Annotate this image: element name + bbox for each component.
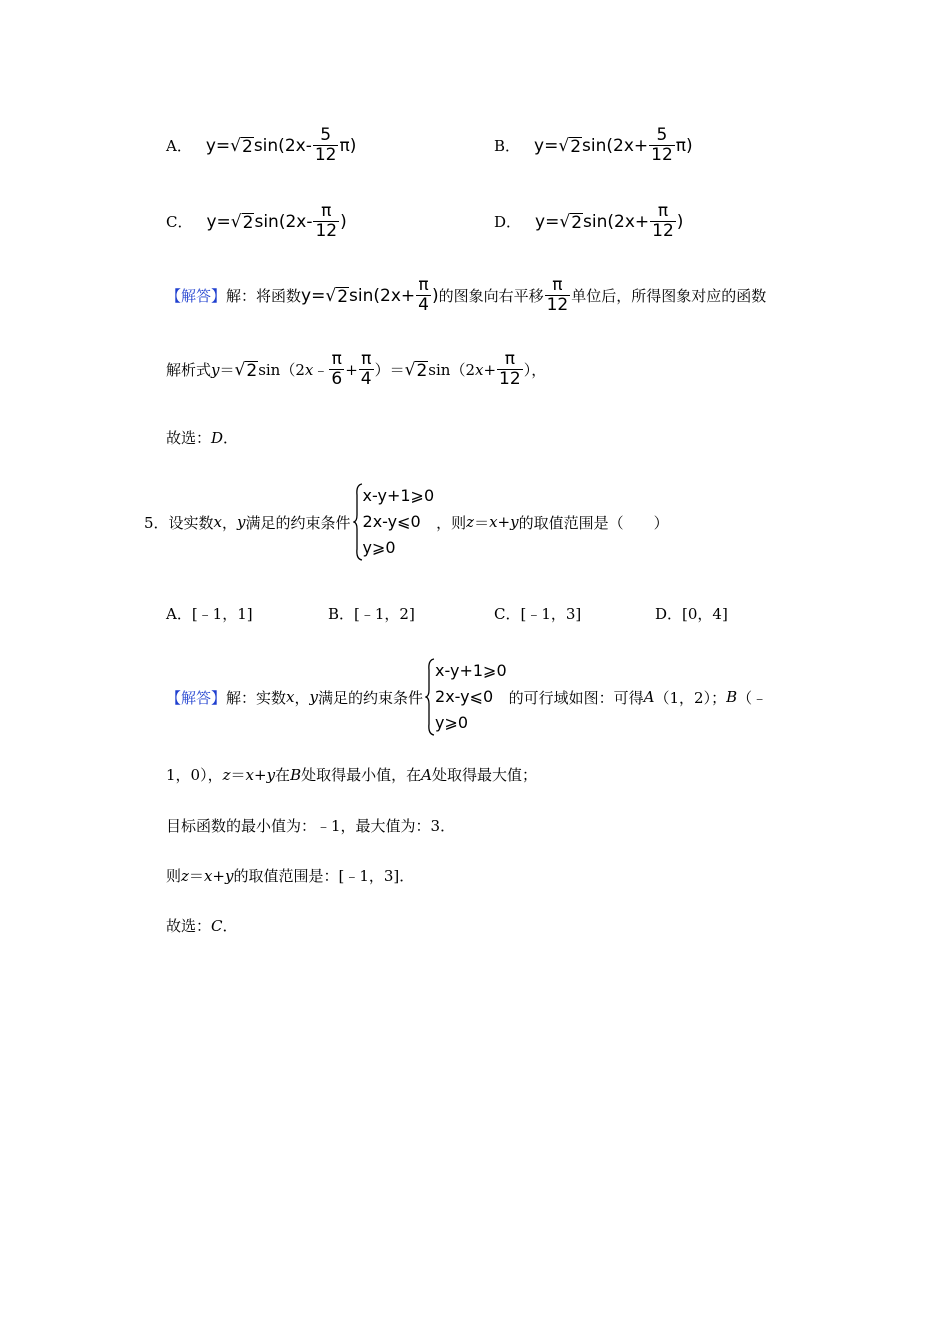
- numerator: 5: [656, 125, 668, 145]
- constraint: x-y+1⩾0: [362, 486, 435, 505]
- fraction: [416, 276, 431, 315]
- plus: +: [253, 765, 267, 784]
- solution4-line1: [166, 276, 766, 315]
- equals: ＝: [188, 867, 204, 885]
- numerator: π: [504, 349, 515, 369]
- solution-tag: 【解答】: [166, 287, 227, 305]
- text: sin（2: [428, 361, 475, 379]
- constraint: y⩾0: [362, 538, 396, 557]
- plus: +: [483, 360, 497, 379]
- numerator: 5: [320, 125, 332, 145]
- fraction: [545, 276, 571, 315]
- denominator: 12: [499, 369, 521, 389]
- radicand: 2: [242, 136, 253, 157]
- point-b: B: [290, 765, 302, 784]
- var-y: y: [510, 513, 519, 531]
- var-y: y: [237, 513, 246, 531]
- formula-suffix: ): [340, 211, 347, 232]
- sqrt: √ 2: [325, 285, 349, 307]
- fraction: [329, 350, 344, 389]
- var-y: y: [309, 688, 318, 706]
- radicand: 2: [337, 286, 349, 307]
- minus: ﹣: [313, 361, 329, 379]
- formula-prefix: y=: [301, 285, 326, 306]
- constraint-system: [353, 483, 435, 561]
- point-a: A: [643, 688, 655, 706]
- numerator: π: [657, 201, 669, 221]
- numerator: π: [321, 201, 332, 221]
- numerator: π: [331, 349, 342, 369]
- var-x: x: [304, 360, 314, 379]
- denominator: 4: [418, 295, 429, 315]
- solution5-answer: [166, 915, 238, 936]
- denominator: 12: [651, 145, 673, 165]
- text: 满足的约束条件: [318, 688, 424, 707]
- sqrt: √ 2: [559, 211, 583, 233]
- equals: ＝: [474, 513, 490, 532]
- fraction: [497, 350, 523, 389]
- formula-suffix: π): [339, 135, 357, 156]
- option-a: [166, 126, 356, 165]
- denominator: 6: [331, 369, 343, 389]
- text: 的可行域如图：可得: [508, 688, 644, 707]
- var-x: x: [245, 765, 254, 784]
- sqrt: √ 2: [558, 135, 582, 157]
- text: 解析式: [166, 361, 212, 379]
- formula-suffix: ): [676, 211, 684, 232]
- option-label: B．: [494, 137, 521, 155]
- question-text: 5．设实数: [144, 513, 214, 532]
- answer-letter: C: [211, 916, 223, 935]
- text: ，: [294, 688, 310, 707]
- var-x: x: [203, 866, 213, 885]
- q5-option-a: A．[﹣1，1]: [166, 605, 253, 623]
- answer-letter: D: [211, 428, 224, 447]
- sqrt: √ 2: [230, 211, 254, 233]
- solution4-line2: [166, 350, 546, 389]
- text: 单位后，所得图象对应的函数: [571, 287, 767, 305]
- var-y: y: [266, 765, 276, 784]
- left-brace-icon: [425, 658, 435, 736]
- text: 则: [166, 867, 182, 885]
- denominator: 4: [360, 369, 372, 389]
- option-label: C．: [166, 213, 193, 231]
- plus: +: [212, 866, 225, 885]
- left-brace-icon: [353, 483, 363, 561]
- point-a: A: [421, 765, 432, 784]
- point-b: B: [726, 688, 738, 706]
- formula-mid: sin(2x+: [349, 285, 416, 306]
- text: ）＝: [374, 361, 405, 379]
- denominator: 12: [546, 295, 569, 315]
- radicand: 2: [416, 360, 428, 381]
- formula-mid: sin(2x+: [582, 135, 649, 156]
- text: 处取得最小值，在: [301, 766, 422, 784]
- denominator: 12: [315, 221, 338, 241]
- text: 的图象向右平移: [438, 287, 544, 305]
- denominator: 12: [314, 145, 337, 165]
- text: ．: [223, 429, 239, 447]
- text: 故选：: [166, 917, 212, 935]
- plus: +: [497, 513, 511, 531]
- solution5-line2: [166, 764, 537, 785]
- text: 的取值范围是：[﹣1，3]．: [233, 867, 415, 885]
- option-d: [494, 202, 683, 241]
- equals: ＝: [219, 361, 235, 379]
- constraint: 2x-y⩽0: [362, 512, 421, 531]
- constraint: x-y+1⩾0: [435, 661, 507, 680]
- text: 处取得最大值；: [431, 766, 537, 784]
- var-y: y: [224, 866, 234, 885]
- formula-mid: sin(2x-: [254, 211, 313, 232]
- text: 的取值范围是（ ）: [518, 513, 669, 532]
- var-x: x: [286, 688, 295, 706]
- text: 满足的约束条件: [245, 513, 351, 532]
- denominator: 12: [652, 221, 674, 241]
- solution-tag: 【解答】: [166, 688, 227, 707]
- var-x: x: [213, 513, 223, 531]
- radicand: 2: [571, 212, 583, 233]
- option-label: A．: [166, 137, 192, 155]
- var-z: z: [222, 765, 231, 784]
- radicand: 2: [246, 360, 258, 381]
- fraction: [313, 126, 339, 165]
- solution5-line4: [166, 865, 414, 886]
- text: ），: [523, 361, 547, 379]
- radicand: 2: [570, 136, 582, 157]
- sqrt: √ 2: [234, 359, 258, 381]
- text: （﹣: [737, 688, 768, 707]
- question-5: [144, 483, 669, 561]
- text: ，: [222, 513, 238, 532]
- q5-option-b: B．[﹣1，2]: [328, 605, 415, 623]
- constraint-list: [435, 658, 507, 736]
- var-x: x: [475, 360, 484, 379]
- text: sin（2: [258, 361, 305, 379]
- constraint: y⩾0: [435, 713, 469, 732]
- var-z: z: [181, 866, 189, 885]
- formula-suffix: ): [431, 285, 439, 306]
- fraction: [650, 202, 676, 241]
- option-b: [494, 126, 693, 165]
- text: 故选：: [166, 429, 212, 447]
- var-x: x: [489, 513, 498, 531]
- numerator: π: [361, 349, 372, 369]
- numerator: π: [552, 275, 563, 295]
- var-z: z: [466, 513, 475, 531]
- sqrt: √ 2: [404, 359, 428, 381]
- q5-option-c: C．[﹣1，3]: [494, 605, 582, 623]
- text: 解：实数: [226, 688, 287, 707]
- q5-option-d: D．[0，4]: [655, 605, 728, 623]
- solution4-answer: [166, 427, 238, 448]
- text: 解：将函数: [226, 287, 302, 305]
- formula-prefix: y=: [206, 211, 231, 232]
- fraction: [313, 202, 339, 241]
- equals: ＝: [230, 766, 246, 784]
- formula-prefix: y=: [535, 211, 560, 232]
- plus: +: [345, 360, 358, 379]
- radicand: 2: [242, 212, 254, 233]
- text: ．: [222, 917, 238, 935]
- solution5-line3: 目标函数的最小值为：﹣1，最大值为：3．: [166, 817, 456, 835]
- text: 在: [275, 766, 291, 784]
- numerator: π: [418, 275, 429, 295]
- constraint: 2x-y⩽0: [435, 687, 494, 706]
- option-label: D．: [494, 213, 522, 231]
- formula-mid: sin(2x+: [583, 211, 650, 232]
- option-c: [166, 202, 347, 241]
- text: （1，2）；: [654, 688, 727, 707]
- formula-prefix: y=: [534, 135, 559, 156]
- fraction: [649, 126, 675, 165]
- constraint-list: [363, 483, 435, 561]
- sqrt: √ 2: [230, 135, 253, 157]
- formula-suffix: π): [675, 135, 693, 156]
- text: 1，0），: [166, 766, 223, 784]
- fraction: [359, 350, 374, 389]
- formula-mid: sin(2x-: [253, 135, 312, 156]
- text: ，则: [436, 513, 467, 532]
- var-y: y: [211, 360, 220, 379]
- constraint-system: [425, 658, 507, 736]
- solution5-line1: [166, 658, 767, 736]
- formula-prefix: y=: [205, 135, 231, 156]
